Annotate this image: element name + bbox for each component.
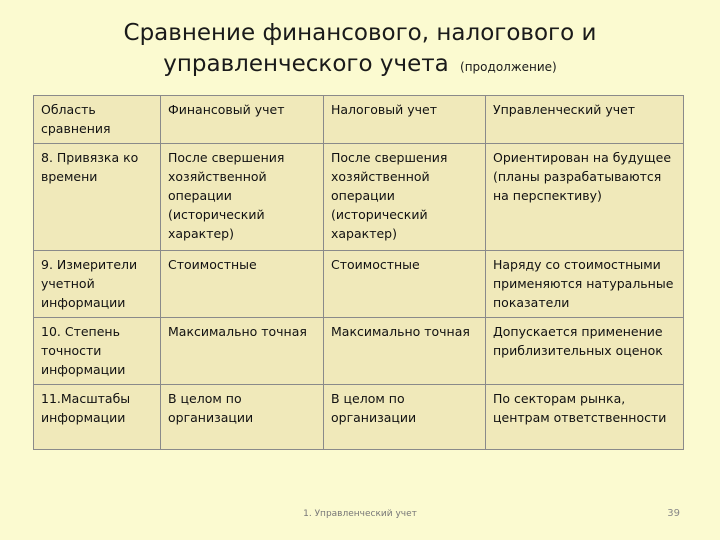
- table-cell: 11.Масштабы информации: [34, 385, 161, 450]
- comparison-table: [33, 95, 684, 450]
- header-cell-tax: Налоговый учет: [324, 96, 486, 144]
- page-number: 39: [667, 508, 680, 519]
- table-cell: В целом по организации: [324, 385, 486, 450]
- table-row: [34, 144, 684, 251]
- table-cell: После свершения хозяйственной операции (исторический характер): [324, 144, 486, 251]
- table-row: [34, 251, 684, 318]
- table-cell: Стоимостные: [161, 251, 324, 318]
- table-cell: 9. Измерители учетной информации: [34, 251, 161, 318]
- table-cell: Наряду со стоимостными применяются натуральные показатели: [486, 251, 684, 318]
- table-row: [34, 318, 684, 385]
- header-cell-management: Управленческий учет: [486, 96, 684, 144]
- title-line-2: [60, 49, 660, 83]
- table-header-row: [34, 96, 684, 144]
- table-cell: Максимально точная: [324, 318, 486, 385]
- table-cell: 10. Степень точности информации: [34, 318, 161, 385]
- table-cell: Максимально точная: [161, 318, 324, 385]
- table-row: [34, 385, 684, 450]
- header-cell-area: Область сравнения: [34, 96, 161, 144]
- slide-title: [60, 18, 660, 83]
- table-cell: В целом по организации: [161, 385, 324, 450]
- title-subtitle: (продолжение): [460, 60, 557, 74]
- table-cell: После свершения хозяйственной операции (исторический характер): [161, 144, 324, 251]
- table-cell: По секторам рынка, центрам ответственности: [486, 385, 684, 450]
- footer-text: 1. Управленческий учет: [303, 509, 417, 519]
- table-cell: 8. Привязка ко времени: [34, 144, 161, 251]
- table-cell: Допускается применение приблизительных оценок: [486, 318, 684, 385]
- title-line-1: Сравнение финансового, налогового и: [123, 20, 597, 46]
- header-cell-financial: Финансовый учет: [161, 96, 324, 144]
- table-cell: Ориентирован на будущее (планы разрабатываются на перспективу): [486, 144, 684, 251]
- title-line-2-text: управленческого учета: [163, 51, 449, 77]
- table-cell: Стоимостные: [324, 251, 486, 318]
